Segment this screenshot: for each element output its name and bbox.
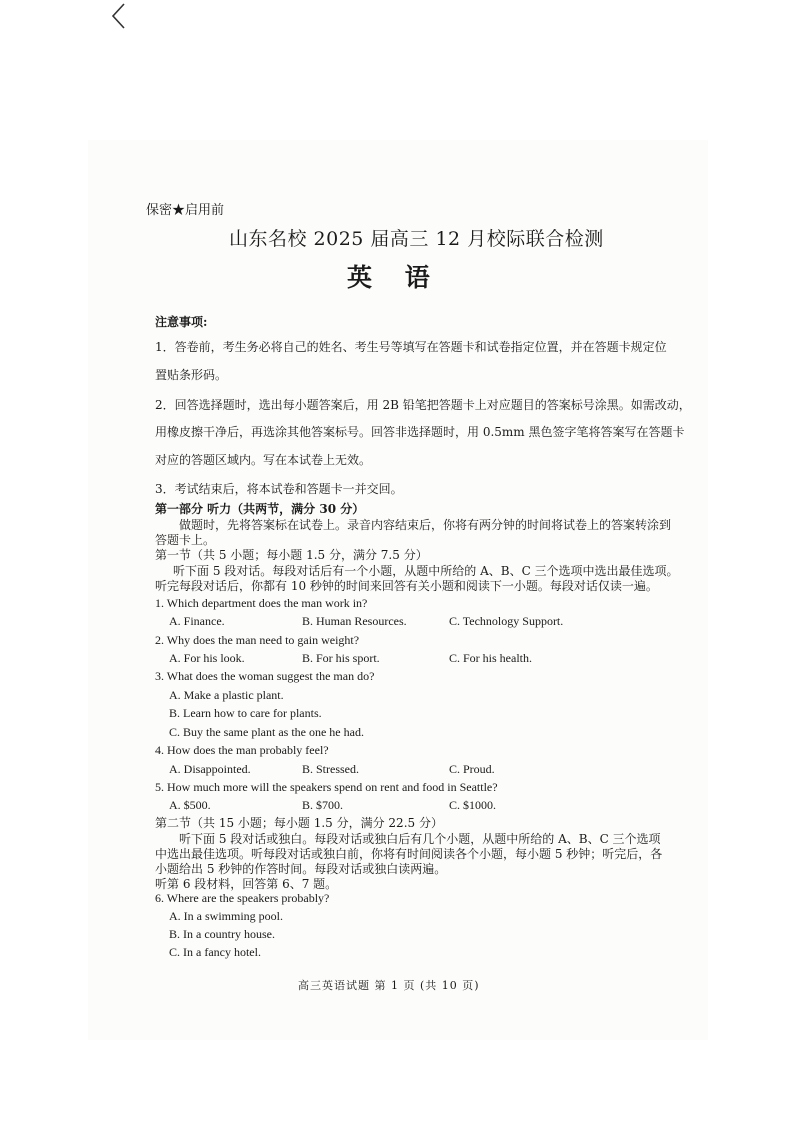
q6-option-a: A. In a swimming pool. [169, 909, 283, 923]
notice-item-3: 3．考试结束后，将本试卷和答题卡一并交回。 [155, 482, 403, 496]
q2-option-b: B. For his sport. [302, 651, 380, 665]
exam-title: 山东名校 2025 届高三 12 月校际联合检测 [229, 228, 604, 250]
notice-item-2-cont: 用橡皮擦干净后，再选涂其他答案标号。回答非选择题时，用 0.5mm 黑色签字笔将答案写在答题卡 [155, 425, 685, 439]
question-1: 1. Which department does the man work in? [155, 596, 368, 610]
q6-option-b: B. In a country house. [169, 927, 275, 941]
notice-item-1-cont: 置贴条形码。 [155, 368, 228, 382]
notice-item-2-cont2: 对应的答题区域内。写在本试卷上无效。 [155, 453, 372, 467]
material-instruction: 听第 6 段材料，回答第 6、7 题。 [155, 877, 338, 891]
q4-option-b: B. Stressed. [302, 762, 359, 776]
subject-title: 英 语 [347, 263, 442, 292]
section2-intro-cont2: 小题给出 5 秒钟的作答时间。每段对话或独白读两遍。 [155, 862, 447, 876]
q4-option-c: C. Proud. [449, 762, 495, 776]
confidential-label: 保密★启用前 [146, 203, 225, 218]
page-footer: 高三英语试题 第 1 页 (共 10 页) [298, 979, 480, 992]
q1-option-b: B. Human Resources. [302, 614, 407, 628]
section1-intro: 听下面 5 段对话。每段对话后有一个小题，从题中所给的 A、B、C 三个选项中选出最佳选项。 [173, 564, 679, 578]
notice-item-2: 2．回答选择题时，选出每小题答案后，用 2B 铅笔把答题卡上对应题目的答案标号涂黑。如需改动， [155, 398, 691, 412]
part1-intro: 做题时，先将答案标在试卷上。录音内容结束后，你将有两分钟的时间将试卷上的答案转涂到 [179, 518, 672, 532]
notice-item-1: 1．答卷前，考生务必将自己的姓名、考生号等填写在答题卡和试卷指定位置，并在答题卡规定位 [155, 340, 667, 354]
section2-heading: 第二节（共 15 小题；每小题 1.5 分，满分 22.5 分） [155, 816, 443, 830]
q5-option-b: B. $700. [302, 798, 344, 812]
section2-intro: 听下面 5 段对话或独白。每段对话或独白后有几个小题，从题中所给的 A、B、C 三个选项 [179, 832, 661, 846]
question-6: 6. Where are the speakers probably? [155, 891, 330, 905]
back-button[interactable] [104, 2, 132, 30]
notice-heading: 注意事项: [155, 315, 208, 329]
question-2: 2. Why does the man need to gain weight? [155, 633, 360, 647]
q4-option-a: A. Disappointed. [169, 762, 251, 776]
q1-option-c: C. Technology Support. [449, 614, 564, 628]
chevron-left-icon [104, 2, 132, 30]
q2-option-a: A. For his look. [169, 651, 245, 665]
question-5: 5. How much more will the speakers spend on rent and food in Seattle? [155, 780, 498, 794]
section1-intro-cont: 听完每段对话后，你都有 10 秒钟的时间来回答有关小题和阅读下一小题。每段对话仅读一遍。 [155, 579, 658, 593]
q3-option-a: A. Make a plastic plant. [169, 688, 284, 702]
part1-intro-cont: 答题卡上。 [155, 533, 216, 547]
section2-intro-cont: 中选出最佳选项。听每段对话或独白前，你将有时间阅读各个小题，每小题 5 秒钟；听完后，各 [155, 847, 663, 861]
q3-option-c: C. Buy the same plant as the one he had. [169, 725, 364, 739]
part1-heading: 第一部分 听力（共两节，满分 30 分） [155, 502, 365, 516]
question-4: 4. How does the man probably feel? [155, 743, 329, 757]
section1-heading: 第一节（共 5 小题；每小题 1.5 分，满分 7.5 分） [155, 548, 428, 562]
q1-option-a: A. Finance. [169, 614, 225, 628]
q2-option-c: C. For his health. [449, 651, 532, 665]
question-3: 3. What does the woman suggest the man do? [155, 669, 375, 683]
q5-option-c: C. $1000. [449, 798, 497, 812]
q5-option-a: A. $500. [169, 798, 211, 812]
q6-option-c: C. In a fancy hotel. [169, 945, 261, 959]
q3-option-b: B. Learn how to care for plants. [169, 706, 322, 720]
